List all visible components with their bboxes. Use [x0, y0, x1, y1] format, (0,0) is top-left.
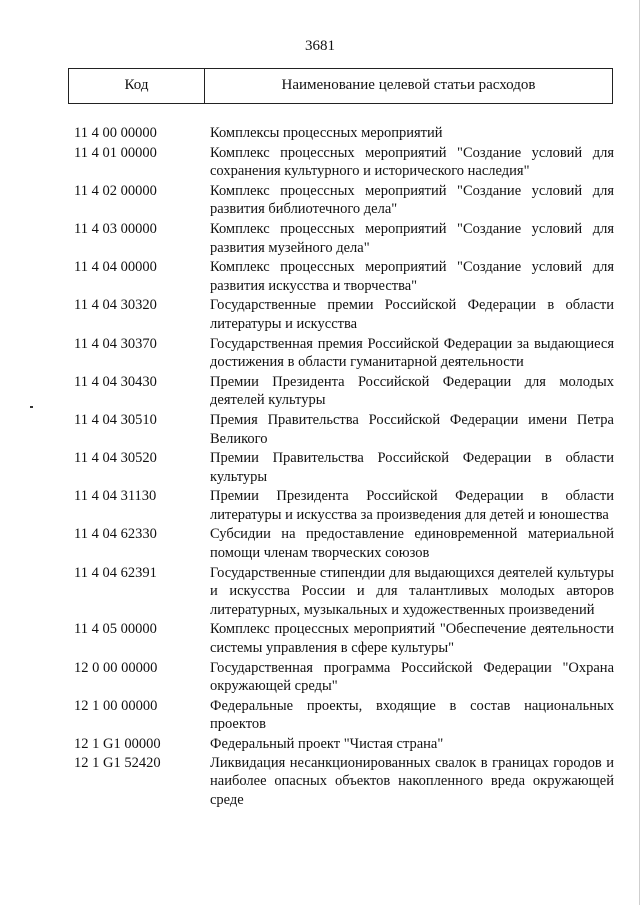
header-name-label: Наименование целевой статьи расходов [281, 77, 536, 93]
table-row [74, 735, 614, 754]
page-number: 3681 [305, 38, 335, 54]
row-name: Федеральный проект "Чистая страна" [210, 736, 444, 752]
row-name: Комплекс процессных мероприятий "Создание условий для развития библиотечного дела" [210, 182, 614, 218]
row-name: Комплексы процессных мероприятий [210, 125, 443, 141]
row-name: Государственные премии Российской Федерации в области литературы и искусства [210, 297, 614, 332]
table-row [74, 144, 614, 181]
row-code: 11 4 03 00000 [74, 220, 157, 237]
row-name: Премии Президента Российской Федерации для молодых деятелей культуры [210, 373, 614, 409]
row-code: 11 4 00 00000 [74, 125, 157, 141]
table-row [74, 373, 614, 410]
row-name: Премии Президента Российской Федерации в области литературы и искусства за произведения для детей и юношества [210, 488, 614, 523]
row-name: Комплекс процессных мероприятий "Создание условий для сохранения культурного и исторического наследия" [210, 144, 614, 180]
table-row [74, 697, 614, 734]
table-row [74, 754, 614, 810]
header-code-label: Код [69, 69, 205, 103]
table-row [74, 620, 614, 657]
row-name: Государственная премия Российской Федерации за выдающиеся достижения в области гуманитарной деятельности [210, 335, 614, 371]
table-row [74, 487, 614, 524]
row-name: Государственные стипендии для выдающихся деятелей культуры и искусства России и для талантливых молодых авторов литературных, музыкальных и художественных произведений [210, 564, 614, 618]
row-code: 11 4 04 30370 [74, 335, 157, 352]
table-row [74, 182, 614, 219]
table-row [74, 564, 614, 620]
row-name: Комплекс процессных мероприятий "Создание условий для развития музейного дела" [210, 220, 614, 256]
table-row [74, 220, 614, 257]
table-row [74, 411, 614, 448]
table-row [74, 659, 614, 696]
row-name: Федеральные проекты, входящие в состав национальных проектов [210, 697, 614, 733]
row-name: Ликвидация несанкционированных свалок в границах городов и наиболее опасных объектов накопленного вреда окружающей среде [210, 754, 614, 808]
row-name: Премия Правительства Российской Федерации имени Петра Великого [210, 411, 614, 447]
row-code: 11 4 04 30430 [74, 373, 157, 390]
row-code: 11 4 04 62330 [74, 526, 157, 543]
row-code: 11 4 04 30520 [74, 450, 157, 467]
scan-speck [30, 406, 33, 408]
row-name: Субсидии на предоставление единовременной материальной помощи членам творческих союзов [210, 526, 614, 562]
row-code: 12 1 G1 00000 [74, 736, 161, 752]
row-name: Государственная программа Российской Федерации "Охрана окружающей среды" [210, 659, 614, 695]
row-code: 11 4 04 30510 [74, 411, 157, 428]
table-row [74, 449, 614, 486]
row-name: Комплекс процессных мероприятий "Обеспечение деятельности системы управления в сфере культуры" [210, 621, 614, 657]
row-code: 12 1 00 00000 [74, 697, 158, 714]
row-code: 11 4 04 31130 [74, 488, 157, 505]
row-code: 11 4 04 00000 [74, 259, 157, 276]
table-row [74, 335, 614, 372]
row-code: 12 1 G1 52420 [74, 754, 161, 771]
table-row [74, 258, 614, 295]
table-row [74, 296, 614, 333]
budget-lines [74, 124, 614, 809]
table-row [74, 525, 614, 562]
row-name: Премии Правительства Российской Федерации в области культуры [210, 450, 614, 485]
row-code: 11 4 05 00000 [74, 621, 157, 638]
row-code: 11 4 04 62391 [74, 564, 157, 581]
row-code: 12 0 00 00000 [74, 659, 158, 676]
row-code: 11 4 04 30320 [74, 297, 157, 314]
table-row [74, 124, 614, 143]
row-name: Комплекс процессных мероприятий "Создание условий для развития искусства и творчества" [210, 259, 614, 294]
row-code: 11 4 01 00000 [74, 144, 157, 161]
table-header [68, 68, 613, 104]
row-code: 11 4 02 00000 [74, 182, 157, 199]
